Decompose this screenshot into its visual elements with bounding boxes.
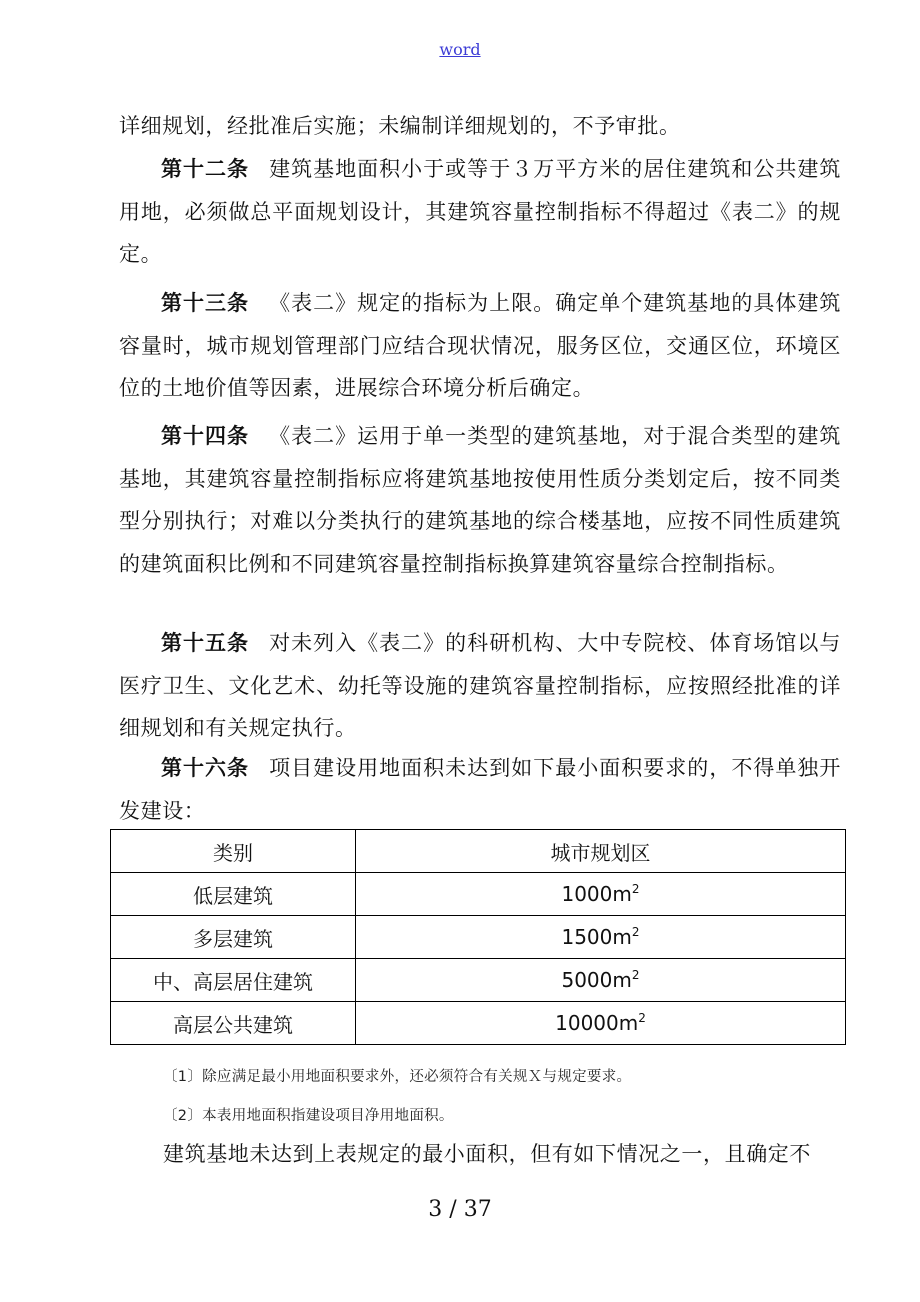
article-number: 第十四条 [161,424,250,448]
article-12 [119,148,841,276]
page-number: 3 / 37 [428,1197,492,1222]
table-cell-area [356,1002,846,1045]
article-text: 对未列入《表二》的科研机构、大中专院校、体育场馆以与医疗卫生、文化艺术、幼托等设施的建筑容量控制指标，应按照经批准的详细规划和有关规定执行。 [119,631,841,740]
table-cell-category: 多层建筑 [111,916,356,959]
article-number: 第十六条 [161,756,250,780]
closing-paragraph: 建筑基地未达到上表规定的最小面积，但有如下情况之一，且确定不 [163,1142,811,1166]
paragraph-continued [119,105,841,148]
table-note-1: 〔1〕除应满足最小用地面积要求外，还必须符合有关规Ｘ与规定要求。 [163,1069,632,1085]
article-13 [119,282,841,410]
article-14 [119,415,841,585]
table-row [111,873,846,916]
header-word-link[interactable]: word [439,40,481,59]
table-cell-area [356,873,846,916]
table-header-area: 城市规划区 [356,830,846,873]
area-unit-superscript: 2 [631,925,640,939]
article-text: 《表二》规定的指标为上限。确定单个建筑基地的具体建筑容量时，城市规划管理部门应结合现状情况，服务区位，交通区位，环境区位的土地价值等因素，进展综合环境分析后确定。 [119,291,841,400]
area-unit-superscript: 2 [631,882,640,896]
article-number: 第十二条 [161,157,250,181]
article-text: 项目建设用地面积未达到如下最小面积要求的，不得单独开发建设： [119,756,841,823]
table-row [111,959,846,1002]
table-note-2: 〔2〕本表用地面积指建设项目净用地面积。 [163,1108,454,1124]
paragraph-text: 详细规划，经批准后实施；未编制详细规划的，不予审批。 [119,114,681,138]
area-value: 1500m [561,925,632,949]
area-value: 5000m [561,968,632,992]
table-cell-category: 高层公共建筑 [111,1002,356,1045]
area-value: 1000m [561,882,632,906]
article-number: 第十五条 [161,631,250,655]
table-cell-area [356,959,846,1002]
article-text: 《表二》运用于单一类型的建筑基地，对于混合类型的建筑基地，其建筑容量控制指标应将建筑基地按使用性质分类划定后，按不同类型分别执行；对难以分类执行的建筑基地的综合楼基地，应按不同性质建筑的建筑面积比例和不同建筑容量控制指标换算建筑容量综合控制指标。 [119,424,841,576]
table-header-category: 类别 [111,830,356,873]
area-value: 10000m [555,1011,639,1035]
table-cell-category: 中、高层居住建筑 [111,959,356,1002]
table-cell-area [356,916,846,959]
article-number: 第十三条 [161,291,250,315]
table-header-row [111,830,846,873]
table-cell-category: 低层建筑 [111,873,356,916]
article-15 [119,622,841,750]
area-unit-superscript: 2 [631,968,640,982]
minimum-area-table [110,829,846,1045]
article-text: 建筑基地面积小于或等于３万平方米的居住建筑和公共建筑用地，必须做总平面规划设计，其建筑容量控制指标不得超过《表二》的规定。 [119,157,841,266]
table-row [111,916,846,959]
area-unit-superscript: 2 [638,1011,646,1025]
table-row [111,1002,846,1045]
article-16 [119,747,841,832]
